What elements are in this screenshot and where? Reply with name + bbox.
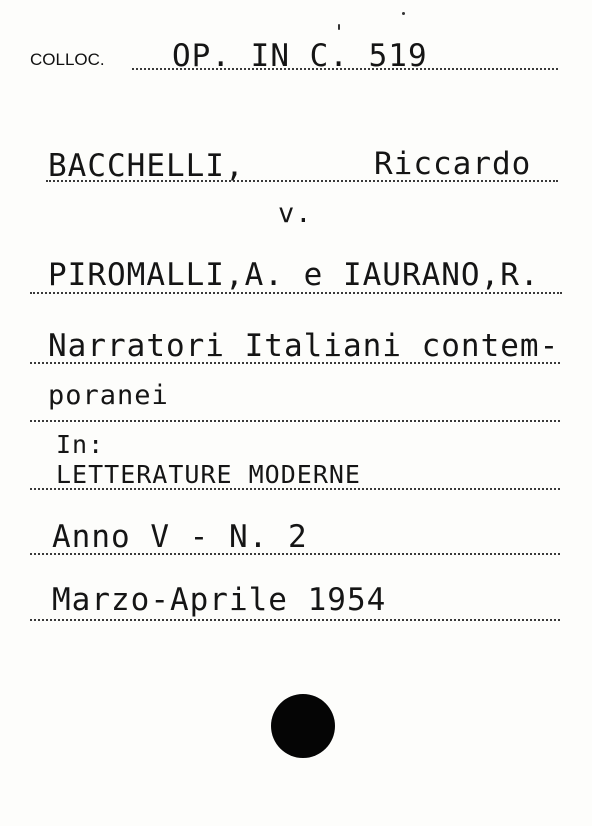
paper-speck [402, 12, 405, 15]
paper-speck [338, 24, 340, 30]
colloc-value: OP. IN C. 519 [172, 38, 428, 74]
issue: Anno V - N. 2 [52, 519, 308, 555]
date-rule [30, 619, 560, 621]
date: Marzo-Aprile 1954 [52, 582, 387, 618]
title-line-2: poranei [48, 380, 169, 411]
versus-mark: v. [278, 198, 313, 229]
title-line-1: Narratori Italiani contem- [48, 328, 560, 364]
reviewers: PIROMALLI,A. e IAURANO,R. [48, 257, 540, 293]
author-name: Riccardo [374, 146, 532, 182]
punch-hole [271, 694, 335, 758]
title-rule-2 [30, 420, 560, 422]
author-surname: BACCHELLI, [48, 148, 245, 184]
journal-title: LETTERATURE MODERNE [56, 460, 361, 489]
colloc-label: COLLOC. [30, 50, 105, 69]
in-label: In: [56, 430, 105, 459]
